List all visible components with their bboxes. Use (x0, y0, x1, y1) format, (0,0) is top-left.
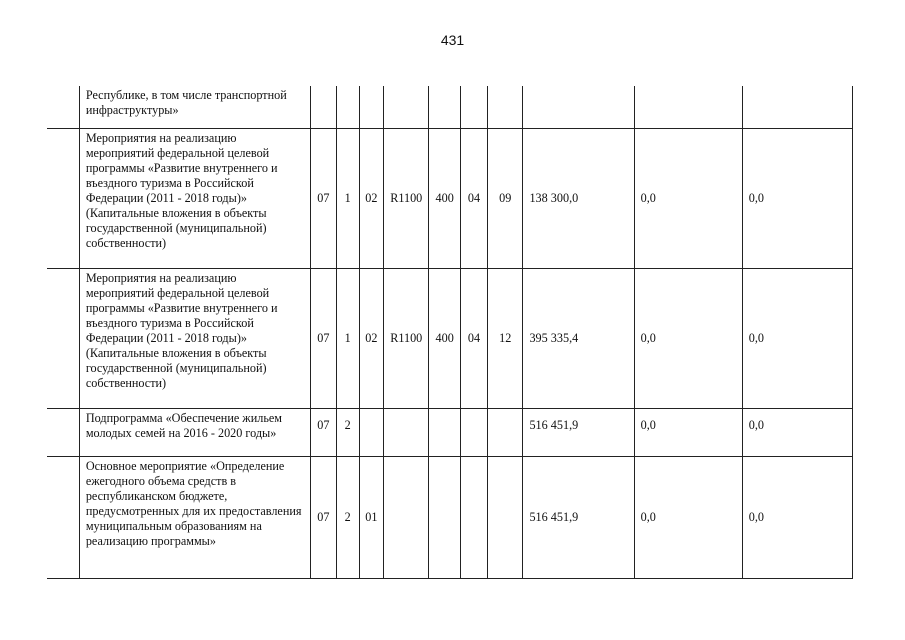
code-cell: 04 (460, 129, 487, 269)
amount-cell: 0,0 (634, 409, 742, 457)
code-cell: 2 (336, 409, 359, 457)
code-cell (429, 86, 460, 129)
page-number: 431 (440, 32, 465, 48)
code-cell: 07 (311, 269, 336, 409)
amount-cell: 516 451,9 (523, 457, 634, 579)
code-cell (488, 457, 523, 579)
code-cell (460, 409, 487, 457)
amount-cell: 0,0 (634, 457, 742, 579)
amount-cell: 395 335,4 (523, 269, 634, 409)
table-row (47, 129, 853, 269)
row-margin-cell (47, 129, 79, 269)
code-cell (460, 457, 487, 579)
code-cell: 400 (429, 269, 460, 409)
code-cell: 09 (488, 129, 523, 269)
code-cell: 07 (311, 409, 336, 457)
code-cell (384, 409, 429, 457)
code-cell: 04 (460, 269, 487, 409)
code-cell (429, 457, 460, 579)
amount-cell: 0,0 (742, 409, 852, 457)
table-row (47, 457, 853, 579)
code-cell (384, 86, 429, 129)
row-margin-cell (47, 269, 79, 409)
amount-cell: 0,0 (742, 269, 852, 409)
code-cell (359, 409, 383, 457)
code-cell (460, 86, 487, 129)
row-margin-cell (47, 86, 79, 129)
amount-cell: 138 300,0 (523, 129, 634, 269)
budget-table (47, 86, 853, 579)
code-cell (359, 86, 383, 129)
row-name: Основное мероприятие «Определение ежегодного объема средств в республиканском бюджете, предусмотренных для их предоставления муниципальным образованиям на реализацию программы» (79, 457, 310, 579)
amount-cell (742, 86, 852, 129)
amount-cell: 0,0 (742, 129, 852, 269)
code-cell: 1 (336, 269, 359, 409)
code-cell: 400 (429, 129, 460, 269)
code-cell: 1 (336, 129, 359, 269)
code-cell: 2 (336, 457, 359, 579)
code-cell: 02 (359, 129, 383, 269)
code-cell: 01 (359, 457, 383, 579)
row-name: Республике, в том числе транспортной инфраструктуры» (79, 86, 310, 129)
code-cell: 12 (488, 269, 523, 409)
code-cell: R1100 (384, 129, 429, 269)
amount-cell: 0,0 (634, 129, 742, 269)
table-row (47, 86, 853, 129)
row-margin-cell (47, 409, 79, 457)
row-name: Мероприятия на реализацию мероприятий федеральной целевой программы «Развитие внутреннего и въездного туризма в Российской Федерации (2011 - 2018 годы)» (Капитальные вложения в объекты государственной (муниципальной) собственности) (79, 269, 310, 409)
code-cell (384, 457, 429, 579)
amount-cell (523, 86, 634, 129)
code-cell: 02 (359, 269, 383, 409)
row-name: Мероприятия на реализацию мероприятий федеральной целевой программы «Развитие внутреннего и въездного туризма в Российской Федерации (2011 - 2018 годы)» (Капитальные вложения в объекты государственной (муниципальной) собственности) (79, 129, 310, 269)
code-cell: R1100 (384, 269, 429, 409)
code-cell: 07 (311, 129, 336, 269)
amount-cell (634, 86, 742, 129)
row-margin-cell (47, 457, 79, 579)
amount-cell: 0,0 (634, 269, 742, 409)
table-row (47, 269, 853, 409)
code-cell (429, 409, 460, 457)
amount-cell: 0,0 (742, 457, 852, 579)
table-row (47, 409, 853, 457)
code-cell: 07 (311, 457, 336, 579)
row-name: Подпрограмма «Обеспечение жильем молодых семей на 2016 - 2020 годы» (79, 409, 310, 457)
code-cell (488, 409, 523, 457)
code-cell (488, 86, 523, 129)
code-cell (336, 86, 359, 129)
code-cell (311, 86, 336, 129)
amount-cell: 516 451,9 (523, 409, 634, 457)
